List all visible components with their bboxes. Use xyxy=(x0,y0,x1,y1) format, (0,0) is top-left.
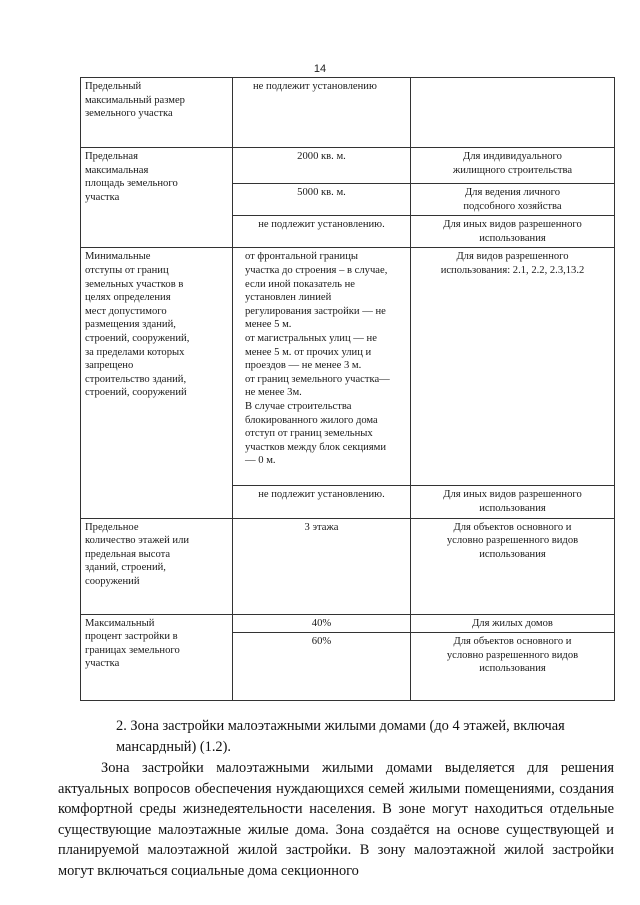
note-cell xyxy=(411,78,615,148)
note-cell xyxy=(411,614,615,633)
table-row xyxy=(81,148,615,184)
cell-line: жилищного строительства xyxy=(452,164,573,176)
cell-line: запрещено xyxy=(85,360,134,372)
value-cell xyxy=(233,216,411,248)
cell-line: от границ земельного участка— xyxy=(245,373,390,385)
parameter-cell xyxy=(81,78,233,148)
cell-line: Для иных видов разрешенного xyxy=(443,489,582,501)
cell-line: не подлежит установлению. xyxy=(258,219,385,231)
page-number: 14 xyxy=(313,63,327,75)
cell-line: менее 5 м. от прочих улиц и xyxy=(245,346,372,358)
cell-line: Для жилых домов xyxy=(472,617,553,629)
parameter-cell xyxy=(81,518,233,614)
note-cell xyxy=(411,486,615,518)
cell-line: Для ведения личного xyxy=(464,187,561,198)
cell-line: границах земельного xyxy=(85,644,180,656)
cell-line: площадь земельного xyxy=(85,178,178,190)
cell-line: — 0 м. xyxy=(245,455,276,467)
cell-line: проездов — не менее 3 м. xyxy=(245,360,362,372)
cell-line: не менее 3м. xyxy=(245,387,302,399)
cell-line: не подлежит установлению. xyxy=(258,489,385,501)
cell-line: использования xyxy=(479,502,546,514)
cell-line: не подлежит установлению xyxy=(253,81,377,92)
cell-line: участка xyxy=(85,658,120,670)
value-cell xyxy=(233,518,411,614)
value-cell xyxy=(233,148,411,184)
cell-line: регулирования застройки — не xyxy=(245,305,386,317)
value-cell xyxy=(233,78,411,148)
paragraph-text: Зона застройки малоэтажными жилыми домами выделяется для решения актуальных вопросов обеспечения нуждающихся семей жилыми помещениями, создания комфортной среды жизнедеятельности населения. В зоне могут находиться отдельные существующие малоэтажные жилые дома. Зона создаётся на основе существующей и планируемой малоэтажной жилой застройки. В зону малоэтажной жилой застройки могут включаться социальные дома секционного xyxy=(58,760,614,879)
cell-line: Для видов разрешенного xyxy=(456,251,569,263)
regulations-table xyxy=(80,77,615,701)
cell-line: Максимальный xyxy=(85,617,155,629)
cell-line: Предельный xyxy=(85,81,142,92)
cell-line: строений, сооружений, xyxy=(85,332,190,344)
cell-line: если иной показатель не xyxy=(245,278,355,290)
note-cell xyxy=(411,184,615,216)
cell-line: Минимальные xyxy=(85,251,151,263)
cell-line: участка до строения – в случае, xyxy=(245,264,388,276)
cell-line: участков между блок секциями xyxy=(245,441,387,453)
cell-line: 40% xyxy=(311,617,332,629)
table-row xyxy=(81,518,615,614)
note-cell xyxy=(411,148,615,184)
section-paragraph xyxy=(58,758,614,881)
cell-line: строений, сооружений xyxy=(85,387,187,399)
cell-line: от магистральных улиц — не xyxy=(245,332,377,344)
note-cell xyxy=(411,518,615,614)
cell-line: максимальная xyxy=(85,164,149,176)
cell-line: размещения зданий, xyxy=(85,319,176,331)
note-cell xyxy=(411,248,615,486)
cell-line: Для объектов основного и xyxy=(453,521,572,533)
cell-line: от фронтальной границы xyxy=(245,251,358,263)
cell-line: 3 этажа xyxy=(304,521,339,533)
cell-line: Для индивидуального xyxy=(463,151,562,162)
parameter-cell xyxy=(81,148,233,248)
cell-line: 5000 кв. м. xyxy=(297,187,346,198)
cell-line: процент застройки в xyxy=(85,631,178,643)
cell-line: земельного участка xyxy=(85,108,173,120)
section-heading: 2. Зона застройки малоэтажными жилыми домами (до 4 этажей, включая мансардный) (1.2). xyxy=(116,718,565,755)
cell-line: отступы от границ xyxy=(85,264,169,276)
cell-line: отступ от границ земельных xyxy=(245,428,373,440)
value-cell xyxy=(233,614,411,633)
cell-line: Для объектов основного и xyxy=(453,636,572,648)
cell-line: установлен линией xyxy=(245,292,332,304)
cell-line: строительство зданий, xyxy=(85,373,187,385)
cell-line: максимальный размер xyxy=(85,94,185,106)
cell-line: менее 5 м. xyxy=(245,319,292,331)
parameter-cell xyxy=(81,614,233,701)
note-cell xyxy=(411,633,615,701)
cell-line: использования: 2.1, 2.2, 2.3,13.2 xyxy=(440,264,585,276)
cell-line: земельных участков в xyxy=(85,278,184,290)
table-row xyxy=(81,248,615,486)
cell-line: Предельная xyxy=(85,151,138,162)
cell-line: подсобного хозяйства xyxy=(463,200,562,212)
cell-line: использования xyxy=(479,548,546,560)
table-row xyxy=(81,78,615,148)
cell-line: зданий, строений, xyxy=(85,562,166,574)
cell-line: участка xyxy=(85,191,120,203)
cell-line: мест допустимого xyxy=(85,305,167,317)
cell-line: сооружений xyxy=(85,575,140,587)
cell-line: условно разрешенного видов xyxy=(446,649,579,661)
cell-line: Предельное xyxy=(85,521,139,533)
cell-line: Для иных видов разрешенного xyxy=(443,219,582,231)
cell-line: за пределами которых xyxy=(85,346,185,358)
value-cell xyxy=(233,633,411,701)
cell-line: использования xyxy=(479,663,546,675)
value-cell xyxy=(233,184,411,216)
cell-line: 2000 кв. м. xyxy=(297,151,346,162)
cell-line: количество этажей или xyxy=(85,535,190,547)
note-cell xyxy=(411,216,615,248)
cell-line: 60% xyxy=(311,636,332,648)
cell-line: использования xyxy=(479,232,546,244)
value-cell xyxy=(233,248,411,486)
parameter-cell xyxy=(81,248,233,518)
cell-line: условно разрешенного видов xyxy=(446,535,579,547)
cell-line: целях определения xyxy=(85,292,171,304)
cell-line: предельная высота xyxy=(85,548,171,560)
value-cell xyxy=(233,486,411,518)
cell-line: блокированного жилого дома xyxy=(245,414,378,426)
table-row xyxy=(81,614,615,633)
cell-line: В случае строительства xyxy=(245,400,352,412)
